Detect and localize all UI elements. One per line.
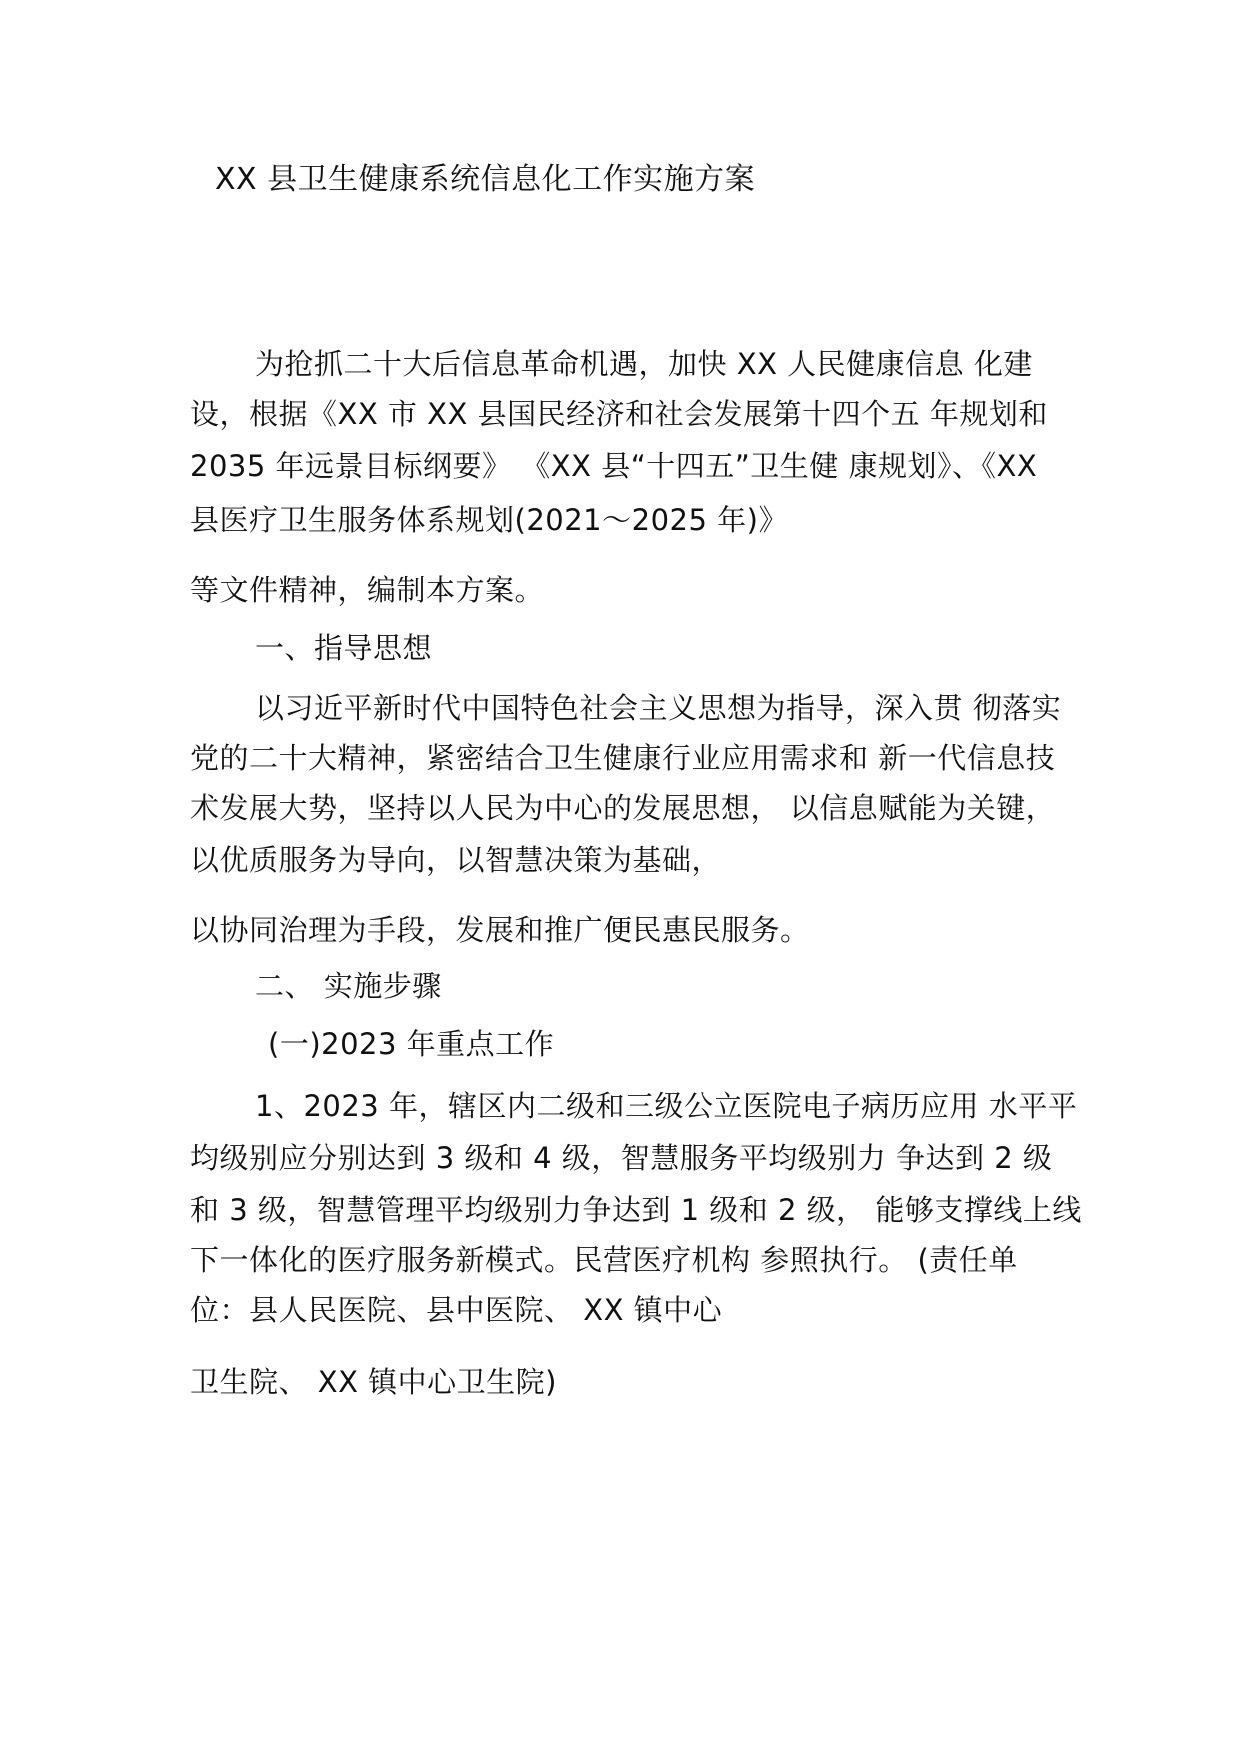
intro-line-5: 等文件精神，编制本方案。 — [190, 573, 545, 607]
section1-line-1: 以习近平新时代中国特色社会主义思想为指导，深入贯 彻落实 — [255, 691, 1062, 725]
intro-line-3: 2035 年远景目标纲要》 《XX 县“十四五”卫生健 康规划》、《XX — [190, 449, 1038, 483]
subsection-heading-2023: (一)2023 年重点工作 — [268, 1027, 555, 1061]
section1-line-4: 以优质服务为导向，以智慧决策为基础， — [190, 843, 722, 877]
item1-line-1: 1、2023 年，辖区内二级和三级公立医院电子病历应用 水平平 — [255, 1089, 1078, 1123]
item1-line-3: 和 3 级，智慧管理平均级别力争达到 1 级和 2 级， 能够支撑线上线 — [190, 1193, 1082, 1227]
section-heading-guiding: 一、指导思想 — [255, 631, 433, 665]
section1-line-5: 以协同治理为手段，发展和推广便民惠民服务。 — [190, 913, 810, 947]
intro-line-4: 县医疗卫生服务体系规划(2021～2025 年)》 — [190, 503, 788, 537]
section1-line-2: 党的二十大精神，紧密结合卫生健康行业应用需求和 新一代信息技 — [190, 741, 1056, 775]
item1-line-6: 卫生院、 XX 镇中心卫生院) — [190, 1365, 557, 1399]
section1-line-3: 术发展大势，坚持以人民为中心的发展思想， 以信息赋能为关键， — [190, 791, 1056, 825]
intro-line-1: 为抢抓二十大后信息革命机遇，加快 XX 人民健康信息 化建 — [255, 347, 1033, 381]
item1-line-2: 均级别应分别达到 3 级和 4 级，智慧服务平均级别力 争达到 2 级 — [190, 1141, 1053, 1175]
section-heading-steps: 二、 实施步骤 — [255, 969, 442, 1003]
intro-line-2: 设，根据《XX 市 XX 县国民经济和社会发展第十四个五 年规划和 — [190, 397, 1048, 431]
item1-line-5: 位：县人民医院、县中医院、 XX 镇中心 — [190, 1293, 723, 1327]
document-title: XX 县卫生健康系统信息化工作实施方案 — [215, 162, 756, 197]
item1-line-4: 下一体化的医疗服务新模式。民营医疗机构 参照执行。 (责任单 — [190, 1243, 1018, 1277]
